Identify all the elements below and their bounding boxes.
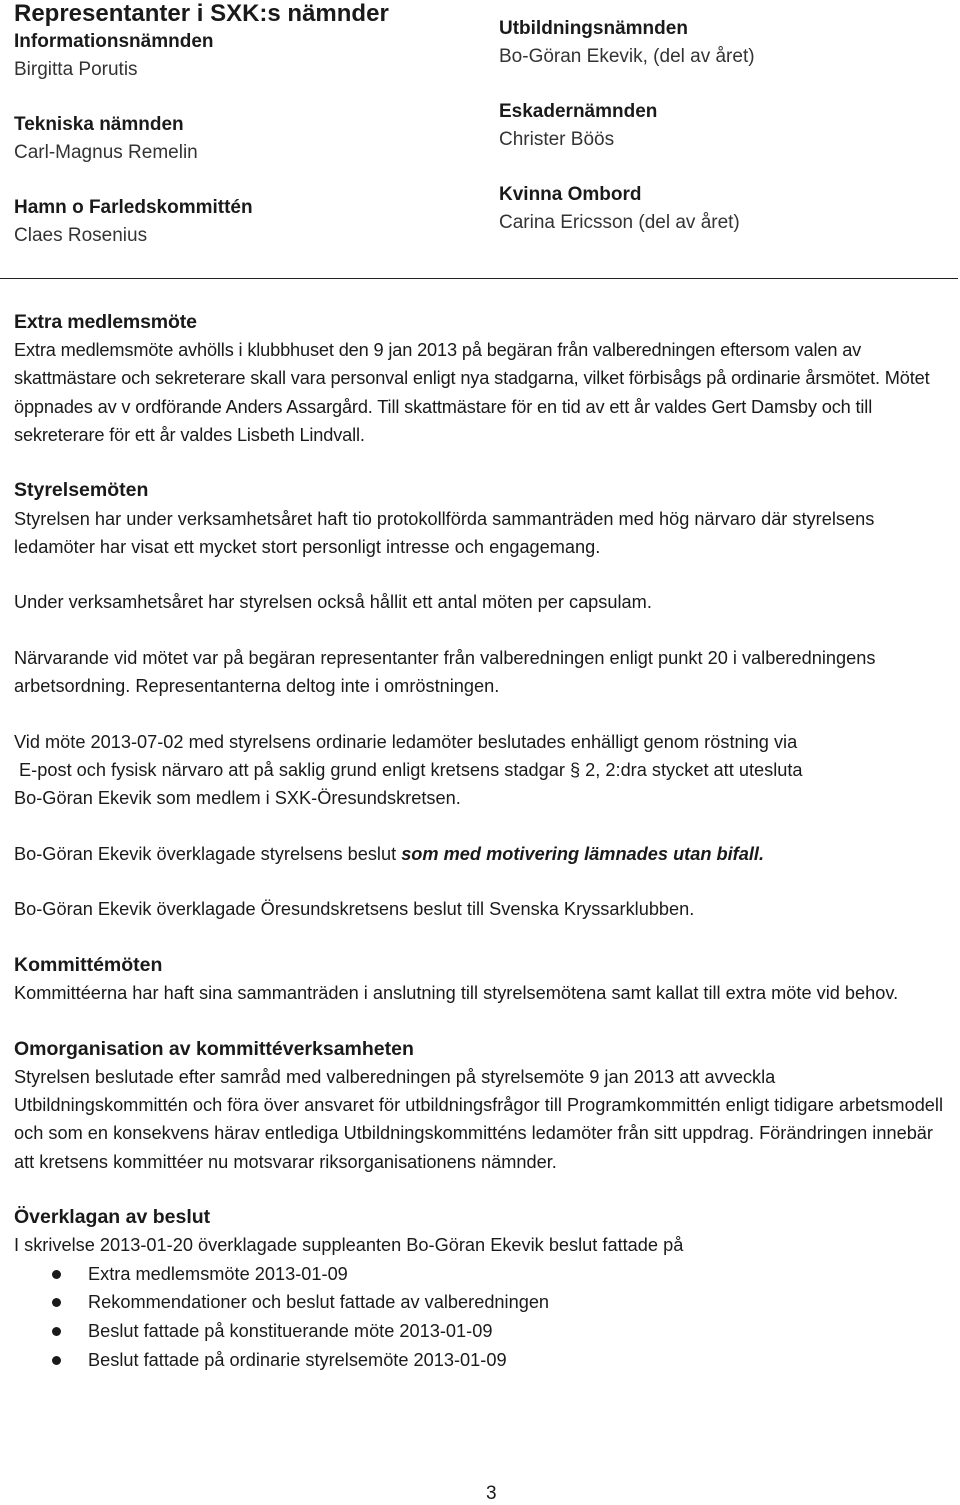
rep-block-left-1: [14, 28, 214, 83]
section-appeal: [14, 1203, 944, 1375]
section-paragraph: Styrelsen har under verksamhetsåret haft tio protokollförda sammanträden med hög närvaro där styrelsens ledamöter har visat ett mycket stort personligt intresse och engagemang.: [14, 508, 875, 557]
section-paragraph: Under verksamhetsåret har styrelsen också hållit ett antal möten per capsulam.: [14, 592, 652, 613]
committee-title: Eskadernämnden: [499, 101, 658, 122]
section-reorganisation: [14, 1035, 944, 1176]
section-title: Styrelsemöten: [14, 479, 149, 502]
report-body: [14, 308, 944, 1375]
section-paragraph: Närvarande vid mötet var på begäran representanter från valberedningen enligt punkt 20 i valberedningens arbetsordning. Representanterna deltog inte i omröstningen.: [14, 648, 876, 697]
committee-title: Informationsnämnden: [14, 31, 214, 52]
page-heading: Representanter i SXK:s nämnder: [14, 0, 389, 27]
rep-block-left-2: [14, 111, 198, 166]
committee-title: Tekniska nämnden: [14, 114, 184, 135]
horizontal-divider: [0, 278, 958, 279]
representative-name: Claes Rosenius: [14, 224, 148, 246]
section-paragraph: Extra medlemsmöte avhölls i klubbhuset den 9 jan 2013 på begäran från valberedningen eftersom valen av skattmästare och sekreterare skall vara personval enligt nya stadgarna, vilket förbisågs på ordinarie årsmötet. Mötet öppnades av v ordförande Anders Assargård. Till skattmästare för en tid av ett år valdes Gert Damsby och till sekreterare för ett år valdes Lisbeth Lindvall.: [14, 340, 930, 445]
section-paragraph: Kommittéerna har haft sina sammanträden i anslutning till styrelsemötena samt kallat till extra möte vid behov.: [14, 983, 899, 1004]
paragraph-line: Vid möte 2013-07-02 med styrelsens ordinarie ledamöter beslutades enhälligt genom röstning via: [14, 731, 798, 752]
list-item: Extra medlemsmöte 2013-01-09: [14, 1260, 944, 1289]
committee-title: Hamn o Farledskommittén: [14, 197, 253, 218]
section-board-meetings: [14, 476, 944, 923]
paragraph-line: Bo-Göran Ekevik som medlem i SXK-Öresundskretsen.: [14, 788, 461, 809]
section-paragraph: [14, 728, 944, 813]
section-title: Kommittémöten: [14, 953, 163, 976]
representative-name: Carina Ericsson (del av året): [499, 211, 740, 233]
rep-block-right-1: [499, 15, 755, 70]
appeal-list: [14, 1260, 944, 1375]
rep-block-left-3: [14, 194, 253, 249]
section-title: Extra medlemsmöte: [14, 311, 197, 333]
section-extra-meeting: [14, 308, 944, 449]
paragraph-text: Bo-Göran Ekevik överklagade styrelsens beslut: [14, 843, 402, 864]
rep-block-right-3: [499, 181, 740, 236]
paragraph-line: E-post och fysisk närvaro att på saklig grund enligt kretsens stadgar § 2, 2:dra stycket att utesluta: [14, 760, 803, 780]
emphasized-text: som med motivering lämnades utan bifall.: [401, 843, 765, 864]
section-paragraph: Styrelsen beslutade efter samråd med valberedningen på styrelsemöte 9 jan 2013 att avveckla Utbildningskommittén och föra över ansvaret för utbildningsfrågor till Programkommittén enligt tidigare arbetsmodell och som en konsekvens härav entlediga Utbildningskommitténs ledamöter från sitt uppdrag. Förändringen innebär att kretsens kommittéer nu motsvarar riksorganisationens nämnder.: [14, 1066, 944, 1172]
representative-name: Bo-Göran Ekevik, (del av året): [499, 45, 755, 67]
committee-title: Utbildningsnämnden: [499, 18, 688, 39]
representative-name: Christer Böös: [499, 128, 615, 150]
list-item: Beslut fattade på ordinarie styrelsemöte 2013-01-09: [14, 1346, 944, 1375]
rep-block-right-2: [499, 98, 657, 153]
section-paragraph: Bo-Göran Ekevik överklagade Öresundskretsens beslut till Svenska Kryssarklubben.: [14, 899, 695, 920]
list-item: Beslut fattade på konstituerande möte 2013-01-09: [14, 1317, 944, 1346]
section-title: Omorganisation av kommittéverksamheten: [14, 1037, 414, 1060]
section-title: Överklagan av beslut: [14, 1206, 211, 1229]
representative-name: Birgitta Porutis: [14, 58, 138, 80]
section-paragraph: [14, 840, 944, 868]
section-paragraph: I skrivelse 2013-01-20 överklagade suppleanten Bo-Göran Ekevik beslut fattade på: [14, 1235, 684, 1256]
page-number: 3: [486, 1483, 497, 1504]
representative-name: Carl-Magnus Remelin: [14, 141, 198, 163]
section-committee-meetings: [14, 951, 944, 1007]
list-item: Rekommendationer och beslut fattade av valberedningen: [14, 1288, 944, 1317]
committee-title: Kvinna Ombord: [499, 184, 642, 205]
